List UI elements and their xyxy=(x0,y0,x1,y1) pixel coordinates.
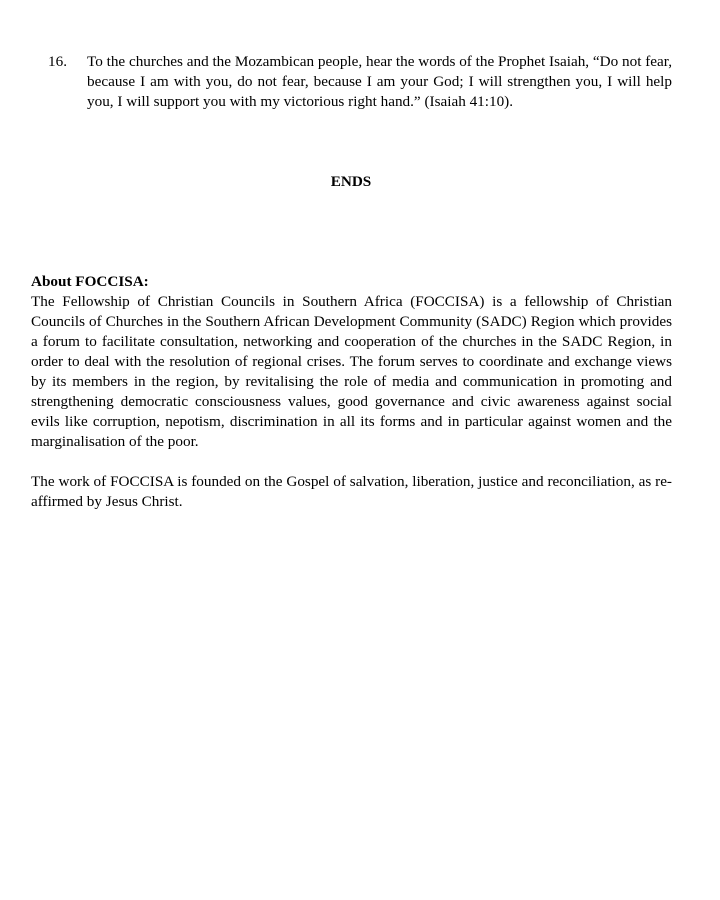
about-paragraph-2: The work of FOCCISA is founded on the Gospel of salvation, liberation, justice and reconciliation, as re-affirmed by Jesus Christ. xyxy=(31,473,672,510)
numbered-item-16 xyxy=(48,52,672,112)
item-number: 16. xyxy=(48,53,67,70)
about-heading: About FOCCISA: xyxy=(31,273,149,290)
about-paragraph-1: The Fellowship of Christian Councils in Southern Africa (FOCCISA) is a fellowship of Christian Councils of Churches in the Southern African Development Community (SADC) Region which provides a forum to facilitate consultation, networking and cooperation of the churches in the SADC Region, in order to deal with the resolution of regional crises. The forum serves to coordinate and exchange views by its members in the region, by revitalising the role of media and communication in promoting and strengthening democratic consciousness values, good governance and civic awareness against social evils like corruption, nepotism, discrimination in all its forms and in particular against women and the marginalisation of the poor. xyxy=(31,293,672,450)
ends-marker: ENDS xyxy=(330,173,372,190)
item-text: To the churches and the Mozambican people, hear the words of the Prophet Isaiah, “Do not fear, because I am with you, do not fear, because I am your God; I will strengthen you, I will help you, I will support you with my victorious right hand.” (Isaiah 41:10). xyxy=(87,53,672,110)
about-section xyxy=(31,272,672,512)
paragraph-spacer xyxy=(31,452,672,472)
